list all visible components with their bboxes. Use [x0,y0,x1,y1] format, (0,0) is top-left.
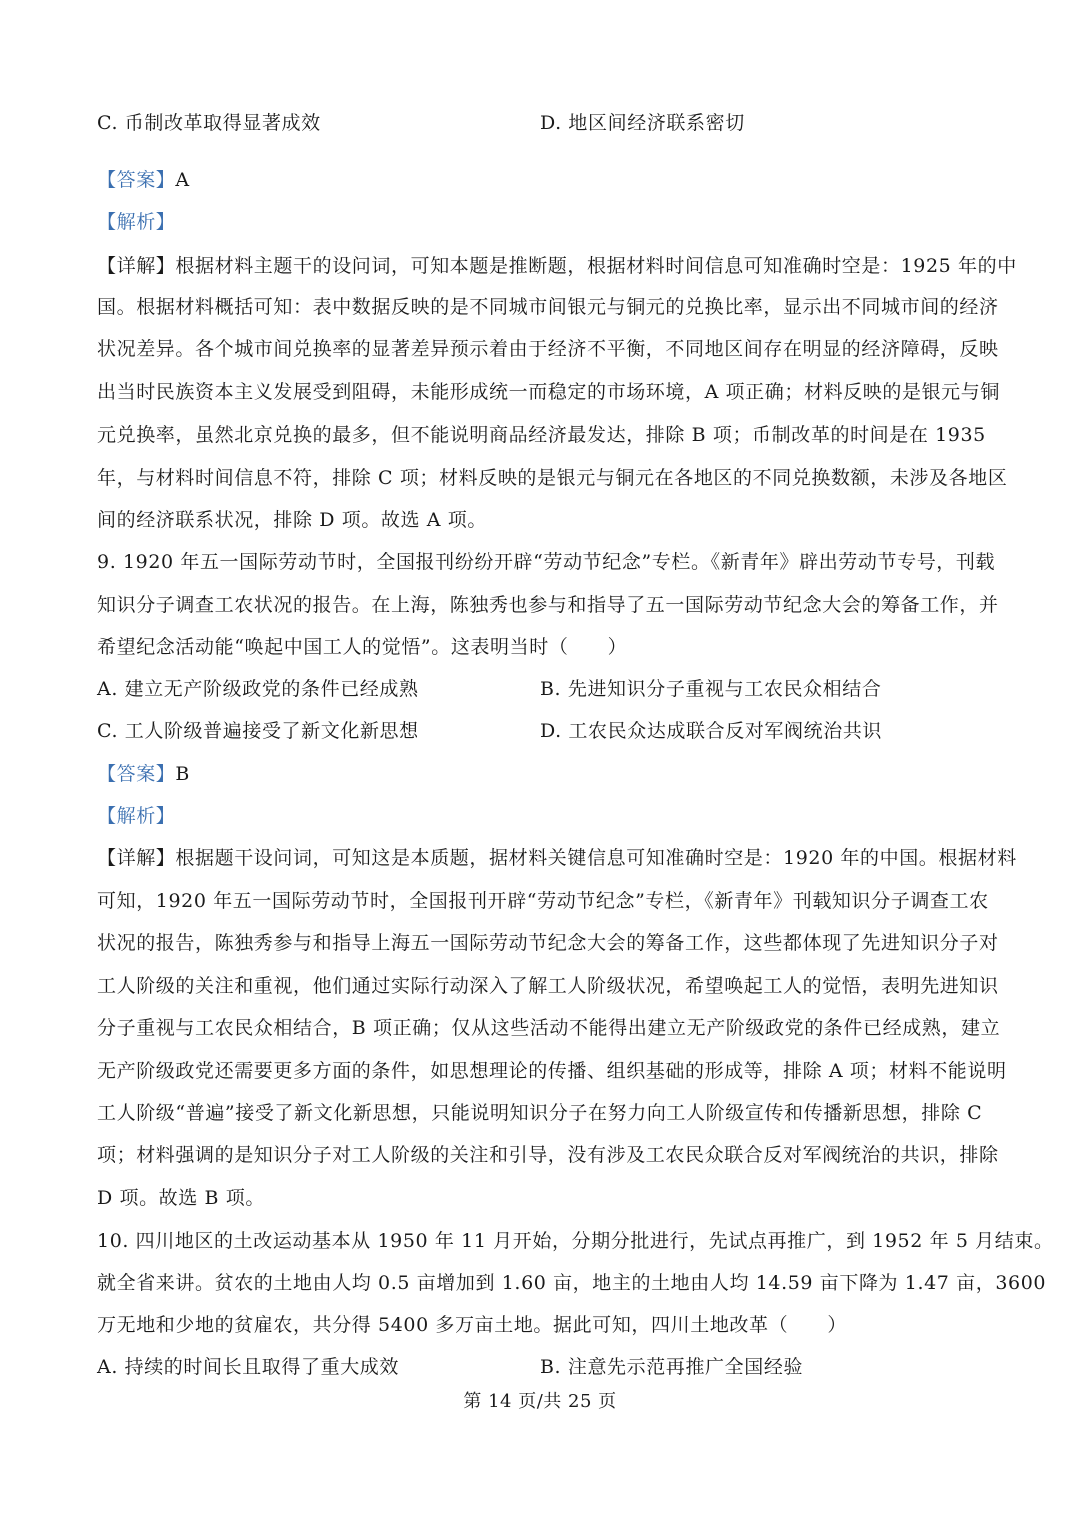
detail-text: 根据题干设问词，可知这是本质题，据材料关键信息可知准确时空是：1920 年的中国。根据材料 [175,847,1017,869]
q9-option-b: B. 先进知识分子重视与工农民众相结合 [540,678,882,700]
q8-detail-line: 元兑换率，虽然北京兑换的最多，但不能说明商品经济最发达，排除 B 项；币制改革的时间是在 1935 [97,424,986,446]
q9-option-d: D. 工农民众达成联合反对军阀统治共识 [540,720,883,742]
q10-option-b: B. 注意先示范再推广全国经验 [540,1356,804,1378]
q8-detail-line: 间的经济联系状况，排除 D 项。故选 A 项。 [97,509,487,531]
q8-detail-line: 出当时民族资本主义发展受到阻碍，未能形成统一而稳定的市场环境，A 项正确；材料反映的是银元与铜 [97,381,1000,403]
q9-analysis-tag [97,801,987,831]
q9-detail-line: 无产阶级政党还需要更多方面的条件，如思想理论的传播、组织基础的形成等，排除 A 项；材料不能说明 [97,1060,1007,1082]
q9-detail-line: D 项。故选 B 项。 [97,1187,265,1209]
q9-detail-line: 工人阶级“普遍”接受了新文化新思想，只能说明知识分子在努力向工人阶级宣传和传播新思想，排除 C [97,1102,983,1124]
page-number-footer: 第 14 页/共 25 页 [463,1391,617,1412]
analysis-tag: 【解析】 [97,211,176,233]
q9-detail-line: 分子重视与工农民众相结合，B 项正确；仅从这些活动不能得出建立无产阶级政党的条件已经成熟，建立 [97,1017,1001,1039]
q9-detail-line [97,843,1017,873]
q9-detail-line: 状况的报告，陈独秀参与和指导上海五一国际劳动节纪念大会的筹备工作，这些都体现了先进知识分子对 [97,932,999,954]
q10-stem-line: 万无地和少地的贫雇农，共分得 5400 多万亩土地。据此可知，四川土地改革（ ） [97,1314,848,1336]
answer-value: A [175,169,190,191]
answer-tag: 【答案】 [97,169,176,191]
detail-tag: 【详解】 [97,255,176,277]
detail-text: 根据材料主题干的设问词，可知本题是推断题，根据材料时间信息可知准确时空是：1925 年的中 [175,255,1017,277]
q9-option-a: A. 建立无产阶级政党的条件已经成熟 [97,678,419,700]
q8-detail-line: 状况差异。各个城市间兑换率的显著差异预示着由于经济不平衡，不同地区间存在明显的经济障碍，反映 [97,338,999,360]
analysis-tag: 【解析】 [97,805,176,827]
q10-option-a: A. 持续的时间长且取得了重大成效 [97,1356,400,1378]
q8-answer [97,165,987,195]
answer-tag: 【答案】 [97,763,176,785]
q9-option-c: C. 工人阶级普遍接受了新文化新思想 [97,720,419,742]
q9-detail-line: 项；材料强调的是知识分子对工人阶级的关注和引导，没有涉及工农民众联合反对军阀统治的共识，排除 [97,1144,999,1166]
q9-detail-line: 工人阶级的关注和重视，他们通过实际行动深入了解工人阶级状况，希望唤起工人的觉悟，表明先进知识 [97,975,999,997]
q8-option-d: D. 地区间经济联系密切 [540,112,745,134]
q8-detail-line: 年，与材料时间信息不符，排除 C 项；材料反映的是银元与铜元在各地区的不同兑换数额，未涉及各地区 [97,467,1008,489]
answer-value: B [175,763,190,785]
q9-detail-line: 可知，1920 年五一国际劳动节时，全国报刊开辟“劳动节纪念”专栏，《新青年》刊载知识分子调查工农 [97,890,989,912]
q8-analysis-tag [97,207,987,237]
q8-option-c: C. 币制改革取得显著成效 [97,112,321,134]
q9-answer [97,759,987,789]
q9-stem-line: 希望纪念活动能“唤起中国工人的觉悟”。这表明当时（ ） [97,636,628,658]
q10-stem-line: 就全省来讲。贫农的土地由人均 0.5 亩增加到 1.60 亩，地主的土地由人均 14.59 亩下降为 1.47 亩，3600 [97,1272,1047,1294]
q10-stem-line: 10. 四川地区的土改运动基本从 1950 年 11 月开始，分期分批进行，先试点再推广，到 1952 年 5 月结束。 [97,1230,1054,1252]
q9-stem-line: 9. 1920 年五一国际劳动节时，全国报刊纷纷开辟“劳动节纪念”专栏。《新青年》辟出劳动节专号，刊载 [97,551,996,573]
q8-detail-line [97,251,1017,281]
detail-tag: 【详解】 [97,847,176,869]
q8-detail-line: 国。根据材料概括可知：表中数据反映的是不同城市间银元与铜元的兑换比率，显示出不同城市间的经济 [97,296,999,318]
q9-stem-line: 知识分子调查工农状况的报告。在上海，陈独秀也参与和指导了五一国际劳动节纪念大会的筹备工作，并 [97,594,999,616]
